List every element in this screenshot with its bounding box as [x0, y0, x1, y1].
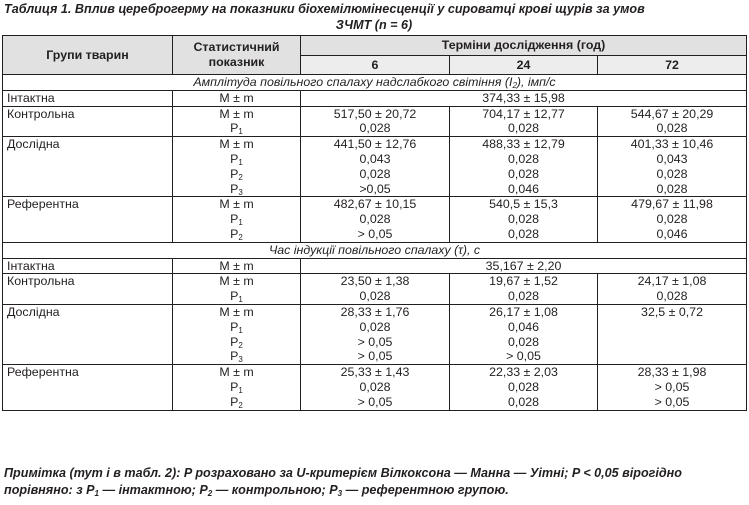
section-title-suffix: ), імп/с	[516, 75, 556, 89]
value: 488,33 ± 12,79	[482, 137, 565, 152]
note-part-4: — референтною групою.	[342, 482, 509, 497]
group-name: Референтна	[3, 197, 173, 242]
stat-subscript: 1	[238, 218, 243, 228]
stat-symbol: M ± m	[219, 106, 254, 121]
stat-label	[177, 365, 296, 380]
group-name: Інтактна	[3, 258, 173, 274]
header-72h: 72	[598, 56, 747, 75]
value: 0,028	[507, 379, 539, 394]
value-cell-6h	[301, 274, 450, 305]
section-title-text: Час індукції повільного спалаху (τ), с	[268, 242, 481, 257]
group-name: Дослідна	[3, 137, 173, 197]
stat-symbol: P	[230, 121, 239, 136]
value: 19,67 ± 1,52	[489, 274, 558, 289]
section-title-row	[3, 75, 747, 91]
value: 28,33 ± 1,98	[637, 365, 707, 380]
stat-cell	[173, 304, 301, 364]
stat-subscript: 3	[238, 187, 243, 197]
section-title-row	[3, 242, 747, 258]
stat-label	[177, 121, 296, 136]
note-sub-3: 3	[337, 488, 343, 498]
note-part-2: — інтактною; P	[98, 482, 208, 497]
value: > 0,05	[357, 394, 393, 409]
caption-line-1: Таблиця 1. Вплив цереброгерму на показники біохемілюмінесценції у сироватці крові щурів за умов	[4, 2, 645, 16]
stat-label	[177, 259, 296, 274]
stat-symbol: M ± m	[219, 137, 254, 152]
stat-symbol: P	[230, 166, 239, 181]
stat-symbol: P	[230, 394, 239, 409]
value-cell-72h	[598, 106, 747, 137]
value: > 0,05	[654, 394, 690, 409]
stat-symbol: P	[230, 226, 239, 241]
value: 441,50 ± 12,76	[333, 137, 417, 152]
value: 0,028	[507, 289, 539, 304]
value-cell-72h	[598, 137, 747, 197]
value: 23,50 ± 1,38	[340, 274, 410, 289]
group-name: Дослідна	[3, 304, 173, 364]
stat-subscript: 2	[238, 172, 243, 182]
value: 0,028	[359, 289, 391, 304]
stat-label	[177, 227, 296, 242]
stat-label	[177, 274, 296, 289]
stat-symbol: P	[230, 334, 239, 349]
value: >0,05	[359, 181, 391, 196]
table-row	[3, 365, 747, 410]
table-row	[3, 274, 747, 305]
value: 0,028	[507, 121, 539, 136]
value: 0,046	[656, 226, 688, 241]
results-table	[2, 35, 747, 411]
note-sub-2: 2	[207, 488, 213, 498]
note-sub-1: 1	[94, 488, 99, 498]
value: > 0,05	[357, 226, 393, 241]
value: 0,046	[507, 319, 539, 334]
value: > 0,05	[654, 379, 690, 394]
stat-label	[177, 182, 296, 197]
stat-symbol: P	[230, 379, 239, 394]
table-row	[3, 258, 747, 274]
caption-line-2: ЗЧМТ (n = 6)	[335, 18, 413, 32]
header-stat-line2: показник	[208, 55, 265, 69]
value: 0,043	[656, 151, 688, 166]
table-row	[3, 304, 747, 364]
stat-label	[177, 335, 296, 350]
stat-label	[177, 349, 296, 364]
value: 0,028	[656, 181, 688, 196]
stat-subscript: 1	[238, 385, 243, 395]
merged-value-cell	[301, 258, 747, 274]
table-row	[3, 106, 747, 137]
value-cell-6h	[301, 304, 450, 364]
value-cell-6h	[301, 106, 450, 137]
value: 479,67 ± 11,98	[631, 197, 713, 212]
header-stat-line1: Статистичний	[193, 40, 280, 55]
value: 0,028	[507, 334, 539, 349]
stat-label	[177, 305, 296, 320]
value-cell-24h	[450, 197, 598, 242]
value: > 0,05	[506, 349, 541, 364]
stat-symbol: P	[230, 319, 239, 334]
merged-value: 374,33 ± 15,98	[482, 90, 565, 105]
value: 0,028	[359, 319, 391, 334]
value: 540,5 ± 15,3	[489, 197, 558, 212]
stat-symbol: M ± m	[219, 197, 254, 212]
stat-cell	[173, 90, 301, 106]
group-name: Контрольна	[3, 274, 173, 305]
stat-symbol: M ± m	[219, 258, 254, 273]
stat-label	[177, 137, 296, 152]
value: 22,33 ± 2,03	[489, 365, 558, 380]
value: 0,028	[507, 151, 539, 166]
stat-label	[177, 152, 296, 167]
value: 517,50 ± 20,72	[333, 106, 417, 121]
value-cell-6h	[301, 197, 450, 242]
merged-value-cell	[301, 90, 747, 106]
value	[602, 320, 742, 335]
stat-symbol: P	[230, 289, 239, 304]
table-body	[3, 75, 747, 411]
stat-cell	[173, 365, 301, 410]
note-part-3: — контрольною; P	[212, 482, 338, 497]
value	[602, 335, 742, 350]
table-row	[3, 197, 747, 242]
stat-label	[177, 380, 296, 395]
table-footnote	[4, 465, 746, 498]
stat-subscript: 1	[238, 325, 243, 335]
header-24h: 24	[450, 56, 598, 75]
stat-subscript: 2	[238, 400, 243, 410]
value: 0,028	[359, 212, 391, 227]
value-cell-24h	[450, 365, 598, 410]
group-name: Контрольна	[3, 106, 173, 137]
value: 482,67 ± 10,15	[333, 197, 417, 212]
stat-symbol: P	[230, 349, 239, 364]
stat-subscript: 2	[238, 340, 243, 350]
value-cell-72h	[598, 304, 747, 364]
stat-label	[177, 289, 296, 304]
value: 0,043	[359, 151, 391, 166]
value-cell-72h	[598, 365, 747, 410]
value: 32,5 ± 0,72	[641, 304, 703, 319]
value-cell-24h	[450, 304, 598, 364]
table-row	[3, 137, 747, 197]
section-title-sub: 2	[512, 81, 517, 90]
value: 24,17 ± 1,08	[637, 274, 707, 289]
value: 0,046	[507, 181, 539, 196]
stat-subscript: 2	[238, 232, 243, 242]
group-name: Інтактна	[3, 90, 173, 106]
table-row	[3, 90, 747, 106]
header-terms: Терміни дослідження (год)	[301, 36, 747, 56]
value: 401,33 ± 10,46	[630, 137, 714, 152]
stat-label	[177, 395, 296, 410]
value: 0,028	[656, 166, 688, 181]
value-cell-24h	[450, 137, 598, 197]
stat-label	[177, 167, 296, 182]
value: > 0,05	[357, 349, 393, 364]
value-cell-6h	[301, 137, 450, 197]
value-cell-24h	[450, 274, 598, 305]
stat-cell	[173, 106, 301, 137]
value: 544,67 ± 20,29	[630, 106, 714, 121]
value: 0,028	[507, 226, 539, 241]
stat-subscript: 1	[238, 157, 243, 167]
value-cell-6h	[301, 365, 450, 410]
value: 0,028	[507, 394, 539, 409]
value-cell-72h	[598, 197, 747, 242]
value: > 0,05	[357, 334, 393, 349]
section-title	[3, 242, 747, 258]
value: 0,028	[359, 166, 391, 181]
section-title	[3, 75, 747, 91]
stat-label	[177, 320, 296, 335]
stat-symbol: M ± m	[219, 90, 254, 105]
stat-subscript: 1	[238, 127, 243, 137]
value: 26,17 ± 1,08	[489, 304, 558, 319]
value-cell-72h	[598, 274, 747, 305]
value: 25,33 ± 1,43	[340, 365, 410, 380]
stat-cell	[173, 274, 301, 305]
value: 0,028	[656, 212, 688, 227]
value: 28,33 ± 1,76	[340, 304, 410, 319]
group-name: Референтна	[3, 365, 173, 410]
value: 0,028	[656, 121, 688, 136]
note-part-1: Примітка (тут і в табл. 2): P розраховано за U-критерієм Вілкоксона — Манна — Уітні; P < 0,05 вірогідно порівняно: з P	[4, 466, 682, 497]
header-6h: 6	[301, 56, 450, 75]
value: 0,028	[507, 212, 539, 227]
header-stat	[173, 36, 301, 75]
stat-symbol: M ± m	[219, 274, 254, 289]
stat-symbol: P	[230, 212, 239, 227]
stat-cell	[173, 258, 301, 274]
stat-subscript: 1	[238, 295, 243, 305]
stat-label	[177, 212, 296, 227]
stat-label	[177, 107, 296, 122]
section-title-text: Амплітуда повільного спалаху надслабкого світіння (I	[193, 75, 513, 89]
stat-subscript: 3	[238, 355, 243, 365]
table-caption	[4, 1, 744, 33]
stat-cell	[173, 197, 301, 242]
stat-label	[177, 197, 296, 212]
merged-value: 35,167 ± 2,20	[485, 258, 562, 273]
stat-symbol: P	[230, 151, 239, 166]
value: 0,028	[359, 379, 391, 394]
stat-cell	[173, 137, 301, 197]
value	[602, 349, 742, 364]
stat-symbol: M ± m	[219, 365, 254, 380]
value-cell-24h	[450, 106, 598, 137]
stat-label	[177, 91, 296, 106]
stat-symbol: M ± m	[219, 304, 254, 319]
header-groups: Групи тварин	[3, 36, 173, 75]
value: 0,028	[507, 166, 539, 181]
value: 0,028	[656, 289, 688, 304]
value: 704,17 ± 12,77	[482, 106, 565, 121]
stat-symbol: P	[230, 181, 239, 196]
value: 0,028	[359, 121, 391, 136]
